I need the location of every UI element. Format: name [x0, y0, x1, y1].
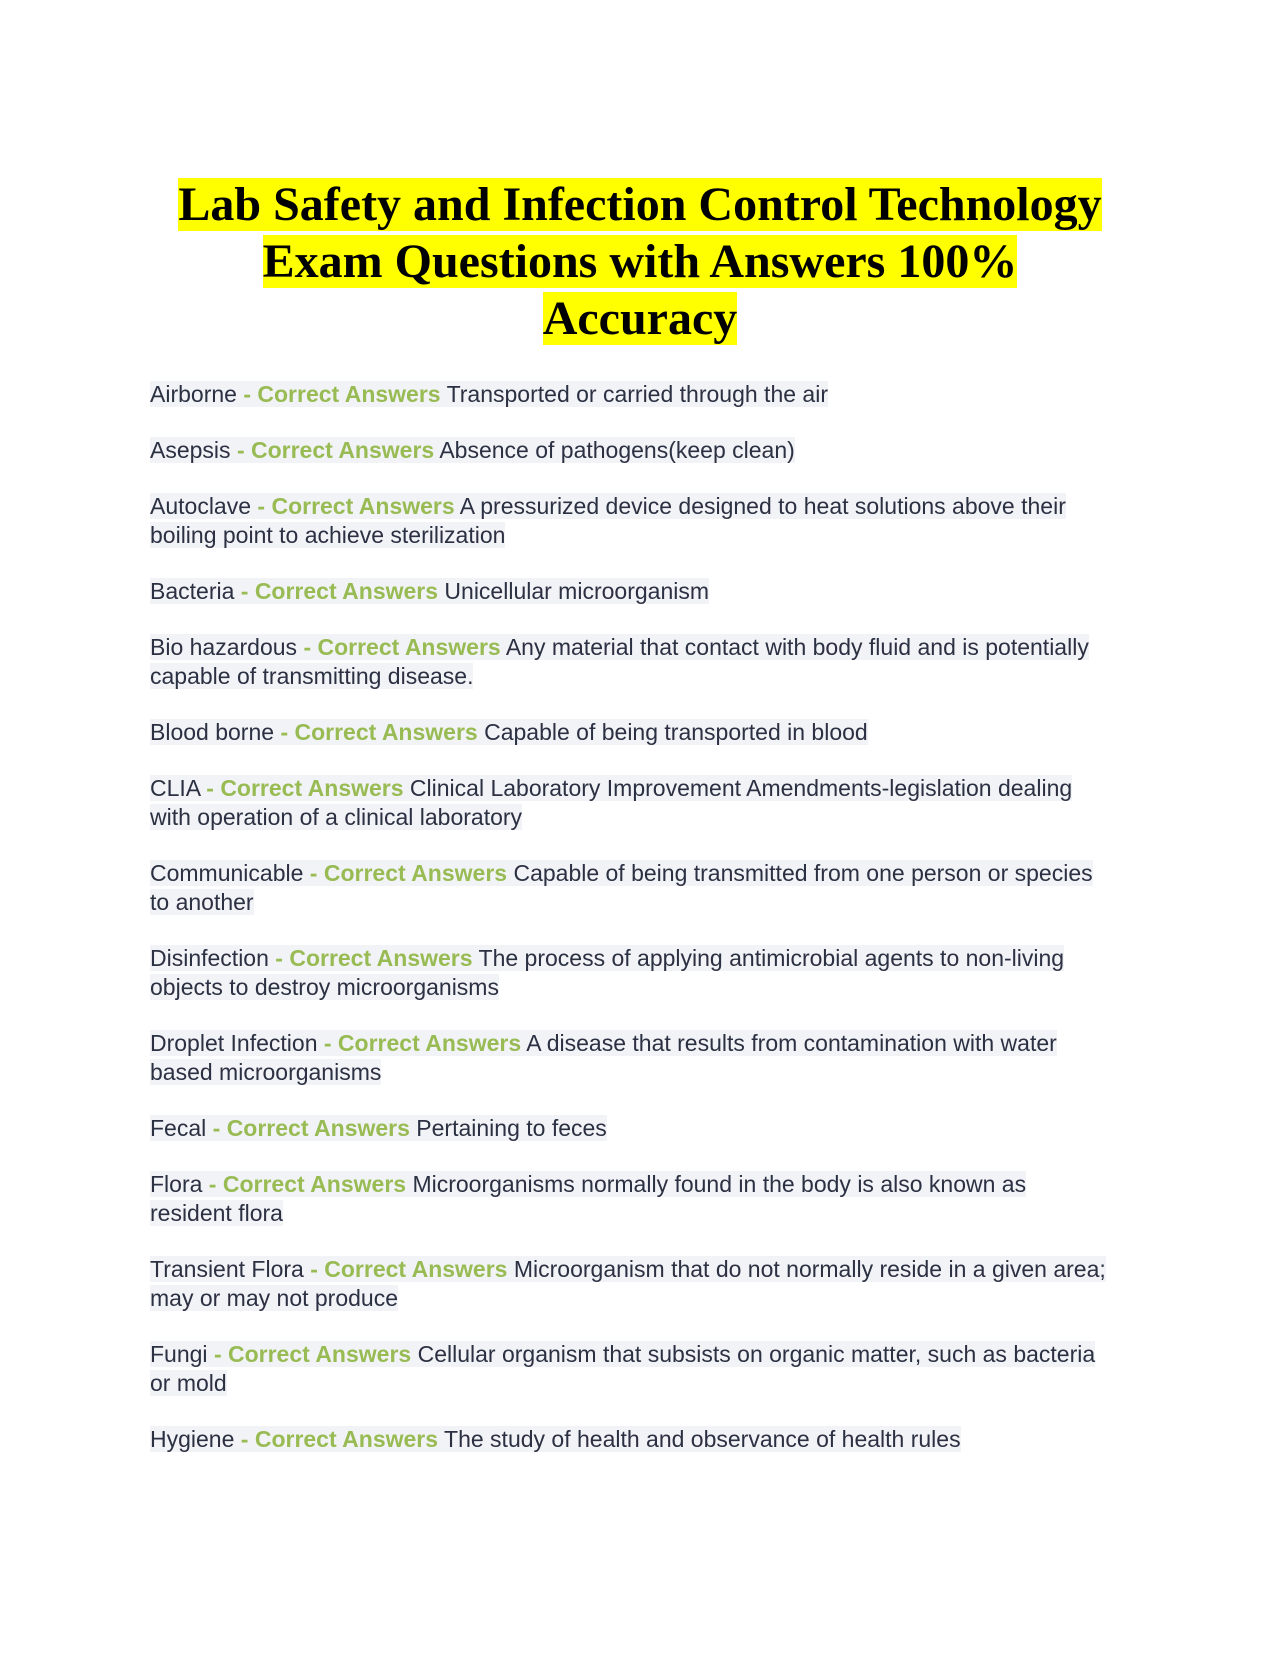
correct-answers-label: - Correct Answers [275, 945, 473, 971]
entry-text [150, 860, 1093, 915]
entry-term: CLIA [150, 775, 200, 801]
entry-answer: The study of health and observance of health rules [444, 1426, 961, 1452]
entry-answer: Transported or carried through the air [446, 381, 828, 407]
entry-answer: Cellular organism that subsists on organic matter, such as bacteria or mold [150, 1341, 1096, 1396]
entry-term: Communicable [150, 860, 304, 886]
title-line-3: Accuracy [542, 292, 738, 345]
entry-answer: Clinical Laboratory Improvement Amendments-legislation dealing with operation of a clinical laboratory [150, 775, 1073, 830]
correct-answers-label: - Correct Answers [212, 1115, 410, 1141]
entry-text [150, 1030, 1057, 1085]
entry-text [150, 634, 1089, 689]
entry-answer: Microorganisms normally found in the body is also known as resident flora [150, 1171, 1027, 1226]
entry-term: Bio hazardous [150, 634, 298, 660]
title-line-2: Exam Questions with Answers 100% [262, 235, 1018, 288]
entry-text [150, 1256, 1106, 1311]
entry-text [150, 381, 828, 407]
qa-entry [150, 492, 1110, 550]
entry-text [150, 1171, 1026, 1226]
qa-entry-list [150, 380, 1110, 1454]
correct-answers-label: - Correct Answers [240, 578, 439, 604]
correct-answers-label: - Correct Answers [323, 1030, 522, 1056]
entry-answer: Capable of being transmitted from one person or species to another [150, 860, 1093, 915]
entry-answer: Absence of pathogens(keep clean) [439, 437, 795, 463]
entry-term: Droplet Infection [150, 1030, 318, 1056]
entry-answer: The process of applying antimicrobial agents to non-living objects to destroy microorganisms [150, 945, 1065, 1000]
entry-text [150, 1115, 607, 1141]
entry-term: Disinfection [150, 945, 269, 971]
qa-entry [150, 1425, 1110, 1454]
correct-answers-label: - Correct Answers [243, 381, 441, 407]
correct-answers-label: - Correct Answers [236, 437, 435, 463]
entry-term: Bacteria [150, 578, 235, 604]
entry-term: Blood borne [150, 719, 275, 745]
correct-answers-label: - Correct Answers [310, 1256, 508, 1282]
qa-entry [150, 1170, 1110, 1228]
qa-entry [150, 718, 1110, 747]
entry-term: Flora [150, 1171, 203, 1197]
entry-text [150, 1341, 1095, 1396]
qa-entry [150, 1029, 1110, 1087]
entry-answer: Any material that contact with body fluid and is potentially capable of transmitting disease. [150, 634, 1089, 689]
entry-term: Airborne [150, 381, 237, 407]
entry-answer: Pertaining to feces [416, 1115, 607, 1141]
entry-text [150, 775, 1072, 830]
entry-term: Fecal [150, 1115, 207, 1141]
entry-text [150, 578, 709, 604]
qa-entry [150, 774, 1110, 832]
correct-answers-label: - Correct Answers [303, 634, 501, 660]
correct-answers-label: - Correct Answers [240, 1426, 439, 1452]
entry-term: Hygiene [150, 1426, 235, 1452]
entry-term: Asepsis [150, 437, 231, 463]
entry-answer: A pressurized device designed to heat solutions above their boiling point to achieve sterilization [150, 493, 1066, 548]
entry-text [150, 945, 1064, 1000]
entry-term: Fungi [150, 1341, 208, 1367]
entry-term: Autoclave [150, 493, 252, 519]
document-title [140, 176, 1140, 347]
entry-text [150, 493, 1066, 548]
qa-entry [150, 577, 1110, 606]
correct-answers-label: - Correct Answers [280, 719, 478, 745]
qa-entry [150, 1255, 1110, 1313]
entry-answer: A disease that results from contamination with water based microorganisms [150, 1030, 1057, 1085]
entry-answer: Unicellular microorganism [444, 578, 710, 604]
qa-entry [150, 944, 1110, 1002]
entry-term: Transient Flora [150, 1256, 304, 1282]
qa-entry [150, 1114, 1110, 1143]
qa-entry [150, 633, 1110, 691]
qa-entry [150, 380, 1110, 409]
correct-answers-label: - Correct Answers [208, 1171, 407, 1197]
entry-text [150, 719, 868, 745]
entry-answer: Capable of being transported in blood [484, 719, 868, 745]
correct-answers-label: - Correct Answers [257, 493, 455, 519]
entry-text [150, 1426, 961, 1452]
title-line-1: Lab Safety and Infection Control Technology [178, 178, 1102, 231]
correct-answers-label: - Correct Answers [213, 1341, 412, 1367]
entry-answer: Microorganism that do not normally reside in a given area; may or may not produce [150, 1256, 1106, 1311]
qa-entry [150, 859, 1110, 917]
qa-entry [150, 1340, 1110, 1398]
qa-entry [150, 436, 1110, 465]
correct-answers-label: - Correct Answers [206, 775, 404, 801]
entry-text [150, 437, 795, 463]
correct-answers-label: - Correct Answers [309, 860, 508, 886]
